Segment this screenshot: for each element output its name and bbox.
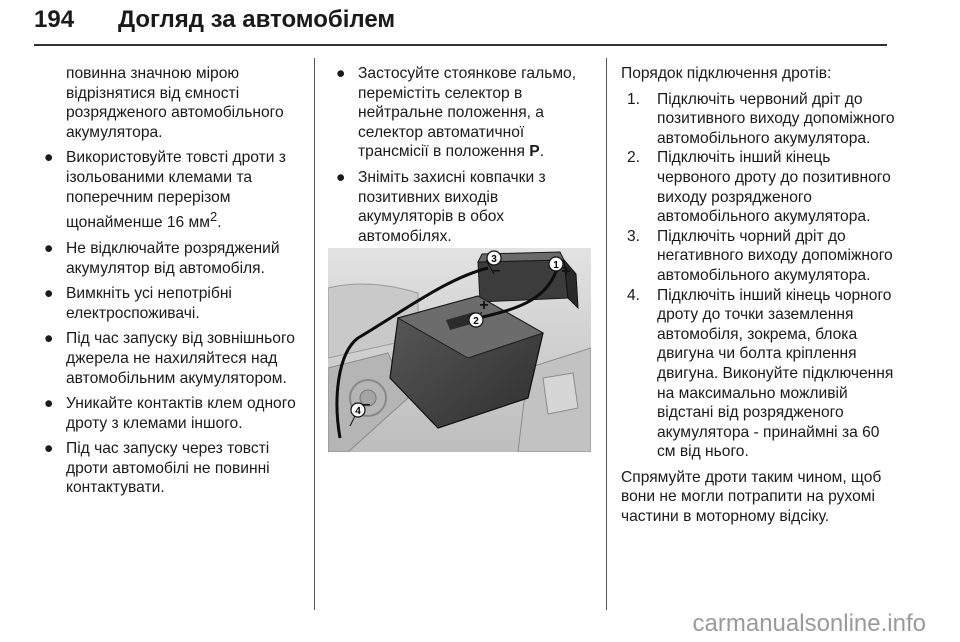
- step-text: Підключіть чорний дріт до негативного виходу допоміжного автомобільного акумулятора.: [657, 227, 893, 284]
- step-number: 4.: [627, 286, 641, 304]
- step-item: [621, 227, 897, 286]
- bullet-text: Уникайте контактів клем одного дроту з клемами іншого.: [66, 395, 296, 432]
- bullet-list: [328, 64, 594, 246]
- bullet-text: Використовуйте товсті дроти з ізольованими клемами та поперечним перерізом щонайменше 16 мм: [66, 149, 286, 232]
- bullet-icon: ●: [44, 149, 54, 167]
- superscript: 2: [209, 209, 218, 225]
- column-3: [621, 64, 897, 533]
- continuation-paragraph: повинна значною мірою відрізнятися від ємності розрядженого автомобільного акумулятора.: [66, 65, 284, 141]
- page-number: 194: [34, 6, 75, 33]
- column-divider-2: [606, 58, 607, 610]
- step-item: [621, 148, 897, 226]
- bullet-icon: ●: [44, 330, 54, 348]
- step-item: [621, 286, 897, 462]
- list-item: [36, 148, 304, 233]
- bullet-text: Зніміть захисні ковпачки з позитивних виходів акумуляторів в обох автомобілях.: [358, 168, 546, 245]
- steps-intro: Порядок підключення дротів:: [621, 65, 832, 82]
- list-item: [36, 439, 304, 498]
- closing-paragraph: Спрямуйте дроти таким чином, щоб вони не могли потрапити на рухомі частини в моторному відсіку.: [621, 468, 882, 526]
- list-item: [328, 64, 594, 162]
- step-text: Підключіть інший кінець червоного дроту до позитивного виходу розрядженого автомобільного акумулятора.: [657, 149, 891, 226]
- list-item: [328, 168, 594, 246]
- plus-symbol: +: [561, 263, 571, 280]
- svg-text:1: 1: [553, 260, 559, 271]
- header-rule: [34, 44, 887, 46]
- engine-bay-drawing: [328, 248, 591, 452]
- bullet-text: Під час запуску через товсті дроти автомобілі не повинні контактувати.: [66, 440, 270, 497]
- step-text: Підключіть інший кінець чорного дроту до точки заземлення автомобіля, зокрема, блока двигуна чи болта кріплення двигуна. Виконуйте підключення на максимально можливій відстані від розрядженого акумулятора - принаймні за 60 см від нього.: [657, 286, 894, 461]
- bullet-icon: ●: [44, 440, 54, 458]
- step-text: Підключіть червоний дріт до позитивного виходу допоміжного автомобільного акумулятора.: [657, 90, 895, 147]
- column-2: [328, 64, 594, 252]
- svg-text:2: 2: [473, 316, 479, 327]
- list-item: [36, 329, 304, 388]
- steps-list: [621, 90, 897, 462]
- bullet-icon: ●: [44, 395, 54, 413]
- gear-position-p: P: [529, 143, 540, 161]
- bullet-text: Застосуйте стоянкове гальмо, перемістіть селектор в нейтральне положення, а селектор автоматичної трансмісії в положення: [358, 65, 577, 161]
- bullet-list: [36, 148, 304, 498]
- bullet-text: Вимкніть усі непотрібні електроспоживачі.: [66, 285, 232, 322]
- bullet-icon: ●: [336, 168, 346, 186]
- bullet-icon: ●: [44, 285, 54, 303]
- page-title: Догляд за автомобілем: [118, 6, 396, 33]
- bullet-icon: ●: [44, 239, 54, 257]
- plus-symbol: +: [479, 297, 489, 314]
- bullet-text-end: .: [539, 143, 545, 161]
- bullet-text: Під час запуску від зовнішнього джерела не нахиляйтеся над автомобільним акумулятором.: [66, 330, 295, 387]
- minus-symbol: –: [361, 396, 371, 413]
- step-number: 2.: [627, 149, 641, 167]
- svg-text:4: 4: [355, 406, 361, 417]
- bullet-text: Не відключайте розряджений акумулятор від автомобіля.: [66, 239, 280, 277]
- watermark: carmanualsonline.info: [692, 610, 926, 637]
- list-item: [36, 239, 304, 278]
- bullet-icon: ●: [336, 65, 346, 82]
- bullet-text-end: .: [217, 214, 222, 232]
- list-item: [36, 284, 304, 323]
- step-item: [621, 90, 897, 149]
- step-number: 3.: [627, 227, 641, 245]
- callout-2: [469, 313, 483, 327]
- step-number: 1.: [627, 90, 641, 108]
- minus-symbol: –: [491, 262, 501, 279]
- column-divider-1: [314, 58, 315, 610]
- column-1: [36, 64, 304, 504]
- list-item: [36, 394, 304, 433]
- jump-start-illustration: [328, 248, 591, 452]
- svg-text:3: 3: [491, 254, 497, 265]
